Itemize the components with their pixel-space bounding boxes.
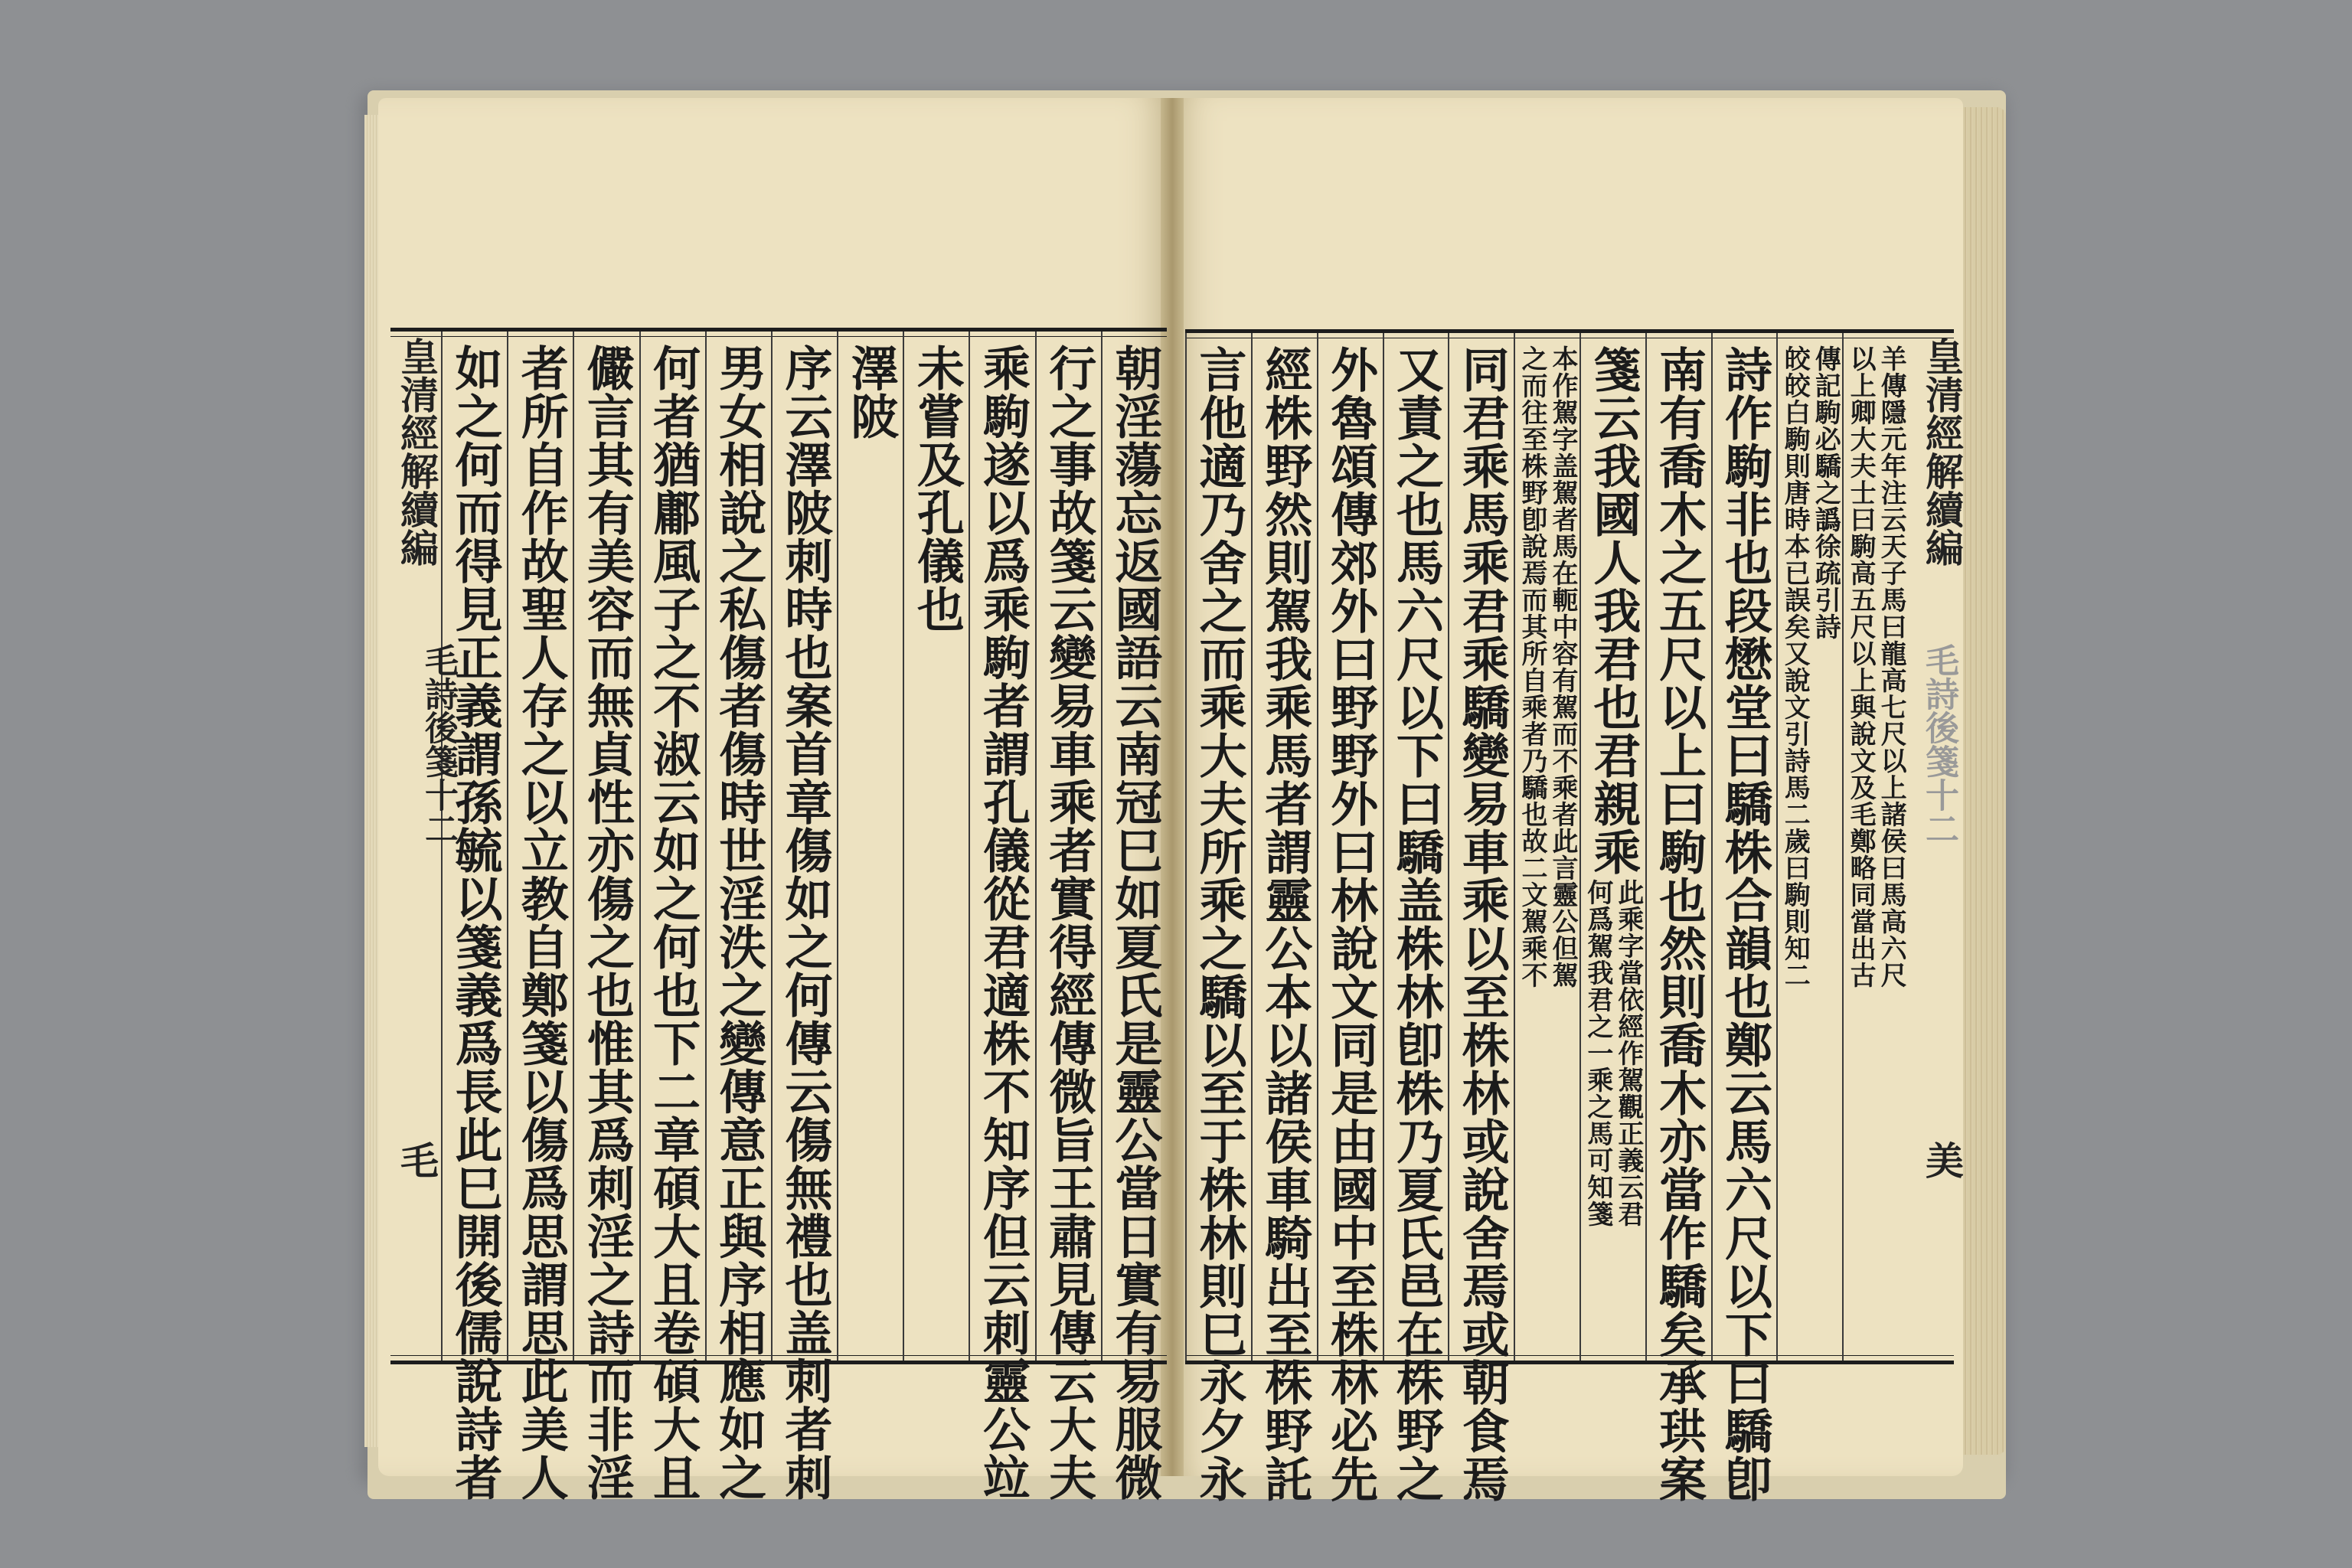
- column-text: 同君乘馬乘君乘驕變易車乘以至株林或說舍焉或朝食焉: [1454, 345, 1511, 1503]
- annotation-line: 傳記駒必驕之譌徐疏引詩: [1810, 345, 1841, 640]
- right-text-block: [1185, 329, 1954, 1503]
- text-column: [969, 332, 1034, 1501]
- annotation-line: 皎皎白駒則唐時本已誤矣又說文引詩馬二歲曰駒則知二: [1779, 345, 1811, 988]
- column-text: 箋云我國人我君也君親乘: [1585, 345, 1642, 876]
- right-margin-title: 皇清經解續編: [1919, 337, 1965, 567]
- text-column: [705, 332, 771, 1501]
- text-column: [1711, 333, 1777, 1503]
- text-column: [1185, 333, 1251, 1503]
- text-column: [441, 332, 507, 1501]
- right-margin-page: 美: [1919, 1141, 1965, 1179]
- text-column: [1842, 333, 1908, 1361]
- column-text: 南有喬木之五尺以上曰駒也然則喬木亦當作驕矣承珙案: [1651, 345, 1707, 1503]
- text-column: [1035, 332, 1101, 1501]
- left-text-block: [390, 328, 1167, 1501]
- column-text: 言他適乃舍之而乘大夫所乘之驕以至于株林則巳永夕永: [1191, 345, 1247, 1503]
- text-column: [1317, 333, 1383, 1503]
- column-text: 序云澤陂刺時也案首章傷如之何傳云傷無禮也盖刺者刺: [776, 344, 833, 1501]
- text-column: [771, 332, 837, 1501]
- column-text: 行之事故箋云變易車乘者實得經傳微旨王肅見傳云大夫: [1040, 344, 1097, 1501]
- column-text: 朝淫蕩忘返國語云南冠巳如夏氏是靈公當日實有易服微: [1106, 344, 1163, 1501]
- column-text: 者所自作故聖人存之以立教自鄭箋以傷爲思謂思此美人: [513, 344, 570, 1501]
- text-column: [1776, 333, 1842, 1361]
- text-column: [837, 332, 903, 1361]
- text-column: [903, 332, 969, 1361]
- left-margin-title: 皇清經解續編: [394, 337, 439, 567]
- annotation-line: 何爲駕我君之一乘之馬可知箋: [1582, 879, 1613, 1227]
- annotation-pair: [1780, 333, 1840, 1373]
- text-column: [1448, 333, 1514, 1503]
- column-text: 澤陂: [843, 344, 900, 440]
- column-text: 儼言其有美容而無貞性亦傷之也惟其爲刺淫之詩而非淫: [579, 344, 635, 1501]
- text-column: [1251, 333, 1317, 1503]
- text-column: [1514, 333, 1579, 1361]
- annotation-pair: [1583, 876, 1643, 1361]
- left-margin-subtitle: 毛詩後箋十二: [419, 643, 458, 845]
- annotation-pair: [1517, 333, 1577, 1373]
- right-margin-subtitle: 毛詩後箋十二: [1919, 643, 1958, 845]
- right-columns: [1185, 333, 1908, 1503]
- text-column: [1645, 333, 1711, 1503]
- column-text: 如之何而得見正義謂孫毓以箋義爲長此巳開後儒說詩者: [447, 344, 504, 1501]
- column-text: 又責之也馬六尺以下曰驕盖株林卽株乃夏氏邑在株野之: [1388, 345, 1445, 1503]
- text-column: [1101, 332, 1167, 1501]
- column-text: 何者猶鄘風子之不淑云如之何也下二章碩大且卷碩大且: [645, 344, 701, 1501]
- left-columns: [390, 332, 1167, 1501]
- text-column: [507, 332, 573, 1501]
- text-column: [573, 332, 639, 1501]
- column-text: 乘駒遂以爲乘駒者謂孔儀從君適株不知序但云刺靈公竝: [975, 344, 1031, 1501]
- column-text: 男女相說之私傷者傷時世淫泆之變傳意正與序相應如之: [710, 344, 767, 1501]
- text-column: [1579, 333, 1645, 1361]
- annotation-line: 羊傳隱元年注云天子馬曰龍高七尺以上諸侯曰馬高六尺: [1876, 345, 1907, 988]
- annotation-line: 之而往至株野卽說焉而其所自乘者乃驕也故二文駕乘不: [1517, 345, 1548, 988]
- annotation-pair: [1846, 333, 1906, 1373]
- text-column: [1383, 333, 1449, 1503]
- mixed-column: [1583, 333, 1643, 1361]
- annotation-line: 此乘字當依經作駕觀正義云君: [1612, 879, 1644, 1227]
- left-margin-page: 毛: [394, 1141, 439, 1179]
- column-text: 外魯頌傳郊外曰野野外曰林說文同是由國中至株林必先: [1322, 345, 1379, 1503]
- column-text: 經株野然則駕我乘馬者謂靈公本以諸侯車騎出至株野託: [1256, 345, 1313, 1503]
- text-column: [639, 332, 705, 1501]
- annotation-line: 以上卿大夫士曰駒高五尺以上與說文及毛鄭略同當出古: [1845, 345, 1877, 988]
- column-text: 未嘗及孔儀也: [909, 344, 965, 633]
- column-text: 詩作駒非也段懋堂曰驕株合韻也鄭云馬六尺以下曰驕卽: [1717, 345, 1773, 1503]
- annotation-line: 本作駕字盖駕者馬在軛中容有駕而不乘者此言靈公但駕: [1547, 345, 1579, 988]
